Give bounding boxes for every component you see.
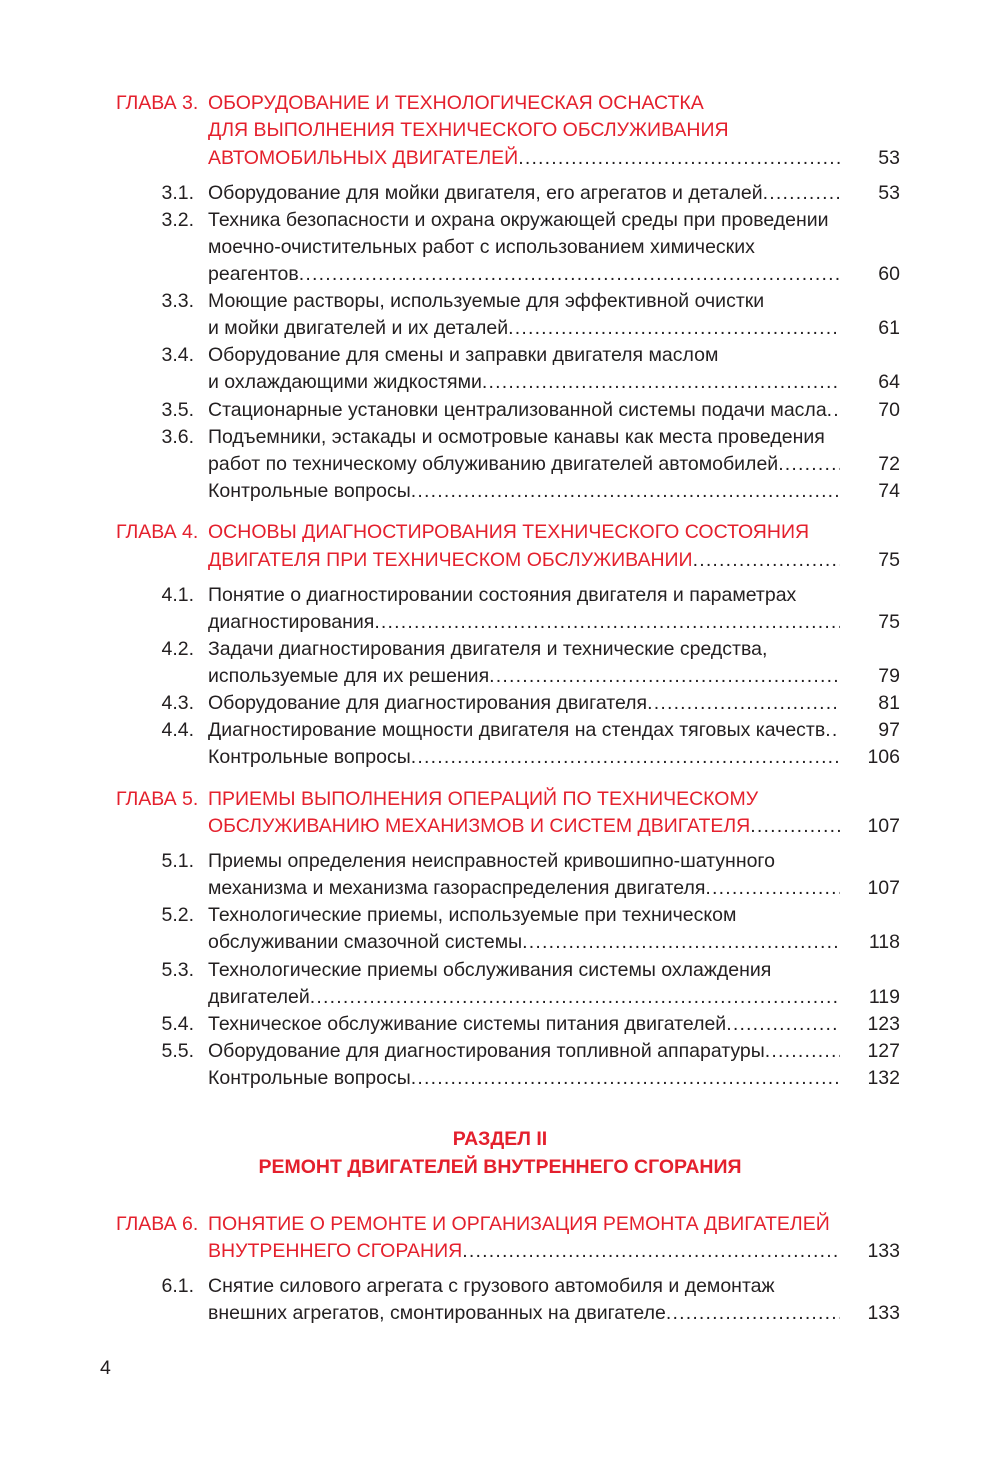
page-number: 75 — [878, 549, 900, 571]
toc-entry-chapter-5[interactable] — [0, 813, 1000, 840]
section-title: Приемы определения неисправностей кривошипно-шатунного — [208, 850, 775, 872]
page-number: 107 — [867, 877, 900, 899]
page-number: 72 — [878, 453, 900, 475]
chapter-title-line: ДВИГАТЕЛЯ ПРИ ТЕХНИЧЕСКОМ ОБСЛУЖИВАНИИ — [208, 549, 693, 571]
toc-entry-3-2-line2 — [0, 234, 1000, 261]
section-title: Оборудование для диагностирования топливной аппаратуры — [208, 1040, 765, 1062]
section-title: работ по техническому облуживанию двигателей автомобилей — [208, 453, 779, 475]
section-title: Моющие растворы, используемые для эффективной очистки — [208, 290, 765, 312]
toc-entry-4-2-line2 — [0, 663, 1000, 690]
chapter-title-line: АВТОМОБИЛЬНЫХ ДВИГАТЕЛЕЙ — [208, 147, 519, 169]
section-number: 3.1. — [161, 182, 194, 204]
toc-entry-3-4-line2 — [0, 369, 1000, 396]
chapter-title-line: ПОНЯТИЕ О РЕМОНТЕ И ОРГАНИЗАЦИЯ РЕМОНТА ДВИГАТЕЛЕЙ — [208, 1213, 830, 1235]
page-number: 64 — [878, 371, 900, 393]
chapter-title-line: ПРИЕМЫ ВЫПОЛНЕНИЯ ОПЕРАЦИЙ ПО ТЕХНИЧЕСКОМУ — [208, 788, 759, 810]
section-title: обслуживании смазочной системы — [208, 931, 523, 953]
section-title: двигателей — [208, 986, 310, 1008]
section-title: Понятие о диагностировании состояния двигателя и параметрах — [208, 584, 797, 606]
toc-entry-3-2-line3 — [0, 261, 1000, 288]
page-number: 97 — [878, 719, 900, 741]
page-number: 53 — [878, 182, 900, 204]
page-number: 106 — [867, 746, 900, 768]
section-title: Техническое обслуживание системы питания двигателей — [208, 1013, 727, 1035]
toc-entry-3-2[interactable] — [0, 207, 1000, 234]
chapter-3-heading-line2 — [0, 117, 1000, 144]
page-folio: 4 — [100, 1357, 111, 1379]
toc-entry-3-3-line2 — [0, 315, 1000, 342]
section-number: 5.1. — [161, 850, 194, 872]
chapter-title-line: ОБСЛУЖИВАНИЮ МЕХАНИЗМОВ И СИСТЕМ ДВИГАТЕЛЯ — [208, 815, 751, 837]
toc-entry-3-questions[interactable] — [0, 478, 1000, 505]
toc-entry-5-4[interactable] — [0, 1011, 1000, 1038]
section-title: внешних агрегатов, смонтированных на двигателе — [208, 1302, 666, 1324]
toc-entry-3-1[interactable] — [0, 180, 1000, 207]
section-title: Контрольные вопросы — [208, 1067, 411, 1089]
toc-entry-5-1-line2 — [0, 875, 1000, 902]
section-number: 5.5. — [161, 1040, 194, 1062]
chapter-5-heading — [0, 786, 1000, 813]
chapter-3-heading — [0, 90, 1000, 117]
section-number: 4.4. — [161, 719, 194, 741]
page-number: 70 — [878, 399, 900, 421]
section-number: 3.4. — [161, 344, 194, 366]
section-number: 5.2. — [161, 904, 194, 926]
page-number: 118 — [868, 931, 900, 953]
toc-entry-5-3-line2 — [0, 984, 1000, 1011]
chapter-6-heading — [0, 1211, 1000, 1238]
chapter-title-line: ОБОРУДОВАНИЕ И ТЕХНОЛОГИЧЕСКАЯ ОСНАСТКА — [208, 92, 704, 114]
section-number: 4.2. — [161, 638, 194, 660]
section-title: Техника безопасности и охрана окружающей среды при проведении — [208, 209, 829, 231]
toc-entry-5-2-line2 — [0, 929, 1000, 956]
toc-entry-5-3[interactable] — [0, 957, 1000, 984]
section-title: используемые для их решения — [208, 665, 490, 687]
section-title: Подъемники, эстакады и осмотровые канавы как места проведения — [208, 426, 825, 448]
toc-entry-4-questions[interactable] — [0, 744, 1000, 771]
section-number: 5.4. — [161, 1013, 194, 1035]
chapter-title-line: ДЛЯ ВЫПОЛНЕНИЯ ТЕХНИЧЕСКОГО ОБСЛУЖИВАНИЯ — [208, 119, 729, 141]
page-number: 123 — [867, 1013, 900, 1035]
page-number: 127 — [867, 1040, 900, 1062]
page-number: 74 — [878, 480, 900, 502]
page-number: 53 — [878, 147, 900, 169]
toc-entry-3-4[interactable] — [0, 342, 1000, 369]
section-title: Оборудование для мойки двигателя, его агрегатов и деталей — [208, 182, 763, 204]
section-title: реагентов — [208, 263, 299, 285]
toc-entry-5-5[interactable] — [0, 1038, 1000, 1065]
section-title: Оборудование для смены и заправки двигателя маслом — [208, 344, 719, 366]
section-title: Задачи диагностирования двигателя и технические средства, — [208, 638, 768, 660]
toc-entry-4-2[interactable] — [0, 636, 1000, 663]
page-number: 133 — [867, 1302, 900, 1324]
toc-entry-chapter-6[interactable] — [0, 1238, 1000, 1265]
section-number: 4.1. — [161, 584, 194, 606]
section-number: 3.2. — [161, 209, 194, 231]
toc-entry-6-1[interactable] — [0, 1273, 1000, 1300]
page-number: 81 — [878, 692, 900, 714]
section-title: Стационарные установки централизованной системы подачи масла — [208, 399, 827, 421]
toc-entry-chapter-3[interactable] — [0, 145, 1000, 172]
page-number: 79 — [878, 665, 900, 687]
section-title: Диагностирование мощности двигателя на стендах тяговых качеств — [208, 719, 826, 741]
toc-entry-chapter-4[interactable] — [0, 547, 1000, 574]
toc-entry-3-6[interactable] — [0, 424, 1000, 451]
section-number: 3.6. — [161, 426, 194, 448]
section-title: Контрольные вопросы — [208, 746, 411, 768]
section-title: Оборудование для диагностирования двигателя — [208, 692, 648, 714]
chapter-label: ГЛАВА 6. — [116, 1213, 199, 1235]
part-label: РАЗДЕЛ II — [452, 1128, 548, 1150]
toc-entry-6-1-line2 — [0, 1300, 1000, 1327]
page-number: 75 — [878, 611, 900, 633]
page-number: 61 — [878, 317, 900, 339]
toc-entry-4-1[interactable] — [0, 582, 1000, 609]
section-title: Технологические приемы обслуживания системы охлаждения — [208, 959, 772, 981]
chapter-label: ГЛАВА 3. — [116, 92, 199, 114]
toc-entry-3-6-line2 — [0, 451, 1000, 478]
page-number: 132 — [867, 1067, 900, 1089]
section-number: 4.3. — [161, 692, 194, 714]
section-number: 6.1. — [161, 1275, 194, 1297]
page-number: 133 — [867, 1240, 900, 1262]
page-number: 107 — [867, 815, 900, 837]
section-number: 5.3. — [161, 959, 194, 981]
toc-entry-3-3[interactable] — [0, 288, 1000, 315]
toc-entry-5-questions[interactable] — [0, 1065, 1000, 1092]
toc-entry-4-1-line2 — [0, 609, 1000, 636]
section-title: и охлаждающими жидкостями — [208, 371, 482, 393]
chapter-title-line: ВНУТРЕННЕГО СГОРАНИЯ — [208, 1240, 463, 1262]
section-title: диагностирования — [208, 611, 375, 633]
section-title: Снятие силового агрегата с грузового автомобиля и демонтаж — [208, 1275, 775, 1297]
section-title: моечно-очистительных работ с использованием химических — [208, 236, 755, 258]
section-title: и мойки двигателей и их деталей — [208, 317, 509, 339]
toc-entry-5-1[interactable] — [0, 848, 1000, 875]
page-number: 60 — [878, 263, 900, 285]
toc-entry-4-3[interactable] — [0, 690, 1000, 717]
chapter-label: ГЛАВА 4. — [116, 521, 199, 543]
toc-entry-4-4[interactable] — [0, 717, 1000, 744]
chapter-label: ГЛАВА 5. — [116, 788, 199, 810]
section-number: 3.5. — [161, 399, 194, 421]
toc-entry-5-2[interactable] — [0, 902, 1000, 929]
chapter-4-heading — [0, 519, 1000, 546]
section-title: Контрольные вопросы — [208, 480, 411, 502]
chapter-title-line: ОСНОВЫ ДИАГНОСТИРОВАНИЯ ТЕХНИЧЕСКОГО СОСТОЯНИЯ — [208, 521, 810, 543]
page-number: 119 — [868, 986, 900, 1008]
part-title: РЕМОНТ ДВИГАТЕЛЕЙ ВНУТРЕННЕГО СГОРАНИЯ — [258, 1156, 742, 1178]
section-title: механизма и механизма газораспределения двигателя — [208, 877, 706, 899]
section-number: 3.3. — [161, 290, 194, 312]
section-title: Технологические приемы, используемые при техническом — [208, 904, 737, 926]
toc-entry-3-5[interactable] — [0, 397, 1000, 424]
